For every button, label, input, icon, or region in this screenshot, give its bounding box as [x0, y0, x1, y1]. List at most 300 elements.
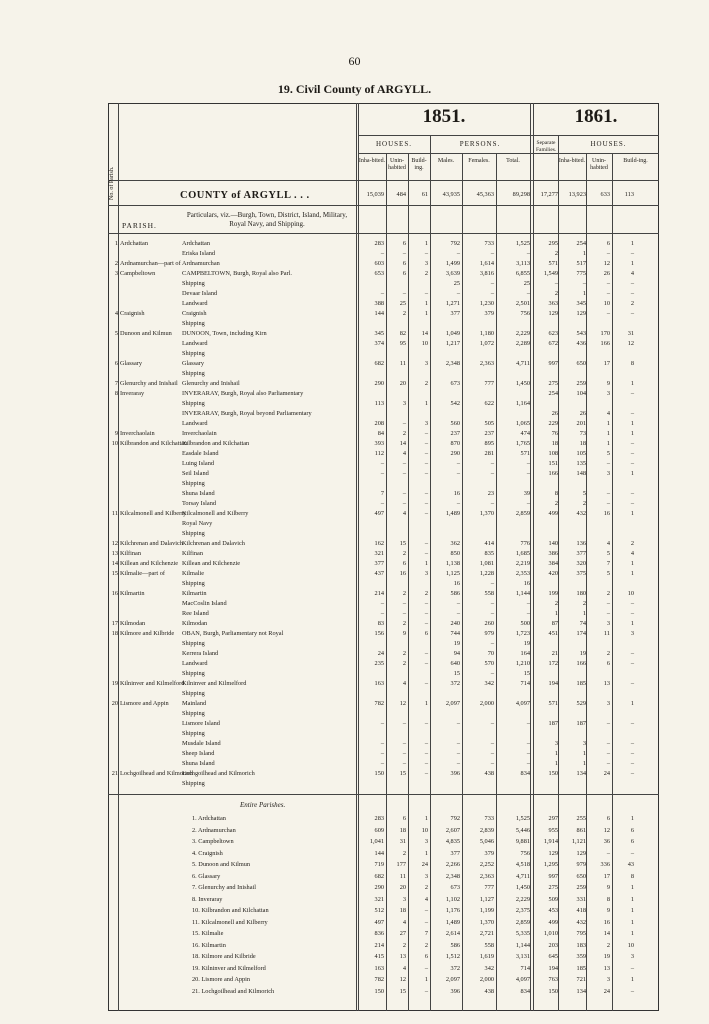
table-cell: 763: [548, 976, 558, 983]
table-cell: 2: [402, 941, 406, 949]
table-cell: –: [630, 290, 634, 297]
table-cell: 73: [579, 430, 586, 437]
table-cell: 275: [548, 884, 558, 891]
parish-number: 1: [114, 240, 118, 247]
table-cell: 1: [424, 400, 428, 407]
table-cell: 342: [484, 964, 494, 972]
table-row: [108, 740, 659, 748]
particulars: Killean and Kilchenzie: [182, 560, 241, 567]
table-cell: 7: [380, 490, 384, 497]
particulars: Landward: [182, 300, 208, 307]
table-cell: 438: [484, 770, 494, 777]
particulars: Shipping: [182, 370, 205, 377]
table-cell: 673: [450, 380, 460, 387]
table-cell: 2,363: [479, 360, 494, 367]
table-row: [108, 760, 659, 768]
table-cell: 16: [399, 570, 406, 577]
particulars: Shipping: [182, 280, 205, 287]
table-cell: 18: [399, 826, 406, 834]
table-cell: 166: [576, 660, 586, 667]
particulars: Shipping: [182, 530, 205, 537]
parish-number: 9: [114, 430, 118, 437]
particulars: Seil Island: [182, 470, 209, 477]
entire-parish-name: 8. Inveraray: [192, 895, 223, 903]
table-cell: 10: [421, 340, 428, 347]
table-cell: 719: [374, 861, 384, 868]
table-cell: 1: [630, 930, 634, 937]
table-cell: 1,614: [479, 260, 494, 267]
table-cell: –: [424, 987, 428, 995]
table-row: [108, 660, 659, 668]
table-cell: 281: [484, 450, 494, 457]
table-cell: –: [582, 280, 586, 287]
table-cell: –: [490, 720, 494, 727]
parish-name: Glassary: [120, 360, 143, 367]
table-cell: 3: [582, 740, 586, 747]
table-row: [108, 815, 659, 823]
table-row: [108, 420, 659, 428]
table-cell: –: [424, 290, 428, 297]
table-cell: 8: [630, 872, 634, 880]
table-cell: 2: [630, 300, 634, 307]
table-cell: 10: [627, 941, 634, 949]
table-cell: –: [490, 760, 494, 767]
table-cell: –: [606, 720, 610, 727]
table-cell: 777: [484, 380, 494, 387]
table-cell: 26: [579, 410, 586, 417]
table-cell: 45,363: [476, 191, 494, 198]
table-cell: 2: [402, 310, 406, 317]
table-row: [108, 850, 659, 858]
table-cell: 782: [374, 976, 384, 983]
table-cell: 10: [421, 826, 428, 834]
table-cell: 321: [374, 550, 384, 557]
table-row: [108, 640, 659, 648]
table-row: [108, 340, 659, 348]
table-cell: 744: [450, 630, 460, 637]
table-cell: –: [630, 440, 634, 447]
table-cell: –: [456, 290, 460, 297]
table-cell: –: [380, 610, 384, 617]
table-cell: 558: [484, 941, 494, 949]
parish-name: Lochgoilhead and Kilmorich: [120, 770, 193, 777]
table-cell: 453: [548, 907, 558, 914]
table-cell: 2,375: [515, 907, 530, 914]
table-cell: 2: [554, 250, 558, 257]
table-cell: 1,619: [479, 953, 494, 960]
table-cell: 9: [402, 630, 406, 637]
table-cell: 1,370: [479, 510, 494, 517]
table-cell: 290: [374, 884, 384, 891]
table-cell: 714: [520, 680, 530, 687]
table-cell: –: [606, 310, 610, 317]
particulars: INVERARAY, Burgh, Royal beyond Parliamentary: [182, 410, 312, 417]
table-cell: 15: [523, 670, 530, 677]
rule: [108, 233, 659, 234]
table-cell: 1: [582, 250, 586, 257]
table-cell: –: [424, 250, 428, 257]
table-cell: 6: [424, 630, 428, 637]
table-cell: 1: [630, 420, 634, 427]
table-cell: 386: [548, 550, 558, 557]
table-cell: 89,298: [512, 191, 530, 198]
particulars: Shuna Island: [182, 490, 215, 497]
table-cell: 345: [374, 330, 384, 337]
table-cell: 9: [606, 884, 610, 891]
particulars: Shipping: [182, 400, 205, 407]
table-cell: –: [490, 740, 494, 747]
particulars: Eriska Island: [182, 250, 216, 257]
particulars: Shipping: [182, 640, 205, 647]
table-cell: 185: [576, 680, 586, 687]
particulars: Royal Navy: [182, 520, 213, 527]
table-cell: –: [630, 410, 634, 417]
entire-parish-name: 21. Lochgoilhead and Kilmorich: [192, 987, 275, 995]
table-cell: 1: [630, 976, 634, 983]
parish-name: Ardnamurchan—part of: [120, 260, 181, 267]
table-cell: 2: [402, 590, 406, 597]
particulars: Kilcalmonell and Kilberry: [182, 510, 249, 517]
table-cell: 4,835: [445, 838, 460, 845]
table-cell: 321: [374, 895, 384, 903]
building-1861-header: Build-ing.: [623, 158, 648, 164]
table-cell: 1,370: [479, 918, 494, 926]
table-cell: 979: [484, 630, 494, 637]
table-row: [108, 907, 659, 915]
table-row: [108, 530, 659, 538]
table-cell: 19: [453, 640, 460, 647]
table-row: [108, 630, 659, 638]
table-cell: 297: [548, 815, 558, 822]
parish-number: 10: [111, 440, 118, 447]
parish-name: Lismore and Appin: [120, 700, 169, 707]
particulars: Shipping: [182, 580, 205, 587]
table-cell: 571: [520, 450, 530, 457]
table-row: [108, 600, 659, 608]
table-cell: 31: [627, 330, 634, 337]
table-cell: 136: [576, 540, 586, 547]
table-cell: 870: [450, 440, 460, 447]
table-cell: –: [526, 740, 530, 747]
table-cell: 24: [421, 861, 428, 868]
table-cell: 500: [520, 620, 530, 627]
parish-number: 16: [111, 590, 118, 597]
table-cell: –: [630, 600, 634, 607]
table-cell: 18: [579, 440, 586, 447]
table-row: [108, 480, 659, 488]
table-row: [108, 380, 659, 388]
table-cell: –: [630, 450, 634, 457]
table-cell: 672: [548, 340, 558, 347]
table-cell: 9: [606, 907, 610, 914]
table-cell: 570: [484, 660, 494, 667]
table-cell: 95: [399, 340, 406, 347]
entire-parish-name: 16. Kilmartin: [192, 941, 226, 949]
table-cell: –: [526, 760, 530, 767]
table-cell: 1: [630, 510, 634, 517]
table-cell: 14: [399, 440, 406, 447]
table-cell: 1: [424, 976, 428, 983]
table-cell: 834: [520, 770, 530, 777]
entire-parish-name: 19. Kilninver and Kilmelford: [192, 964, 266, 972]
table-cell: –: [606, 740, 610, 747]
table-cell: 517: [576, 260, 586, 267]
table-cell: 260: [484, 620, 494, 627]
table-cell: 1,199: [479, 907, 494, 914]
table-cell: 3,131: [515, 953, 530, 960]
table-cell: 1,499: [445, 260, 460, 267]
table-cell: –: [554, 280, 558, 287]
table-cell: 512: [374, 907, 384, 914]
table-row: [108, 550, 659, 558]
table-cell: –: [606, 750, 610, 757]
table-cell: –: [380, 600, 384, 607]
table-cell: 497: [374, 510, 384, 517]
particulars: Glassary: [182, 360, 205, 367]
particulars: Landward: [182, 660, 208, 667]
parish-number: 7: [114, 380, 118, 387]
table-cell: 1,102: [445, 895, 460, 903]
table-cell: 4: [402, 680, 406, 687]
table-cell: –: [630, 750, 634, 757]
table-cell: 2,501: [515, 300, 530, 307]
table-cell: 1,010: [543, 930, 558, 937]
table-cell: –: [490, 470, 494, 477]
table-cell: 1: [582, 760, 586, 767]
table-cell: 18: [551, 440, 558, 447]
table-cell: 208: [374, 420, 384, 427]
table-cell: 1: [582, 290, 586, 297]
table-cell: 396: [450, 987, 460, 995]
table-cell: –: [490, 290, 494, 297]
table-cell: 2: [606, 590, 610, 597]
table-cell: 432: [576, 918, 586, 926]
particulars: Luing Island: [182, 460, 215, 467]
table-cell: 4: [402, 510, 406, 517]
table-cell: 979: [576, 861, 586, 868]
entire-parish-name: 5. Dunoon and Kilmun: [192, 861, 251, 868]
table-cell: 377: [374, 560, 384, 567]
table-cell: –: [380, 460, 384, 467]
table-cell: 2: [424, 270, 428, 277]
table-cell: 895: [484, 440, 494, 447]
table-cell: 19: [579, 650, 586, 657]
particulars: Shipping: [182, 350, 205, 357]
table-row: [108, 570, 659, 578]
table-cell: 84: [377, 430, 384, 437]
table-cell: 254: [548, 390, 558, 397]
table-cell: 13: [603, 964, 610, 972]
table-row: [108, 280, 659, 288]
table-cell: 8: [630, 360, 634, 367]
table-cell: 5: [606, 450, 610, 457]
table-cell: –: [606, 600, 610, 607]
table-cell: 1: [630, 430, 634, 437]
table-cell: 8: [606, 895, 610, 903]
table-cell: 21: [551, 650, 558, 657]
table-cell: 129: [548, 310, 558, 317]
table-row: [108, 690, 659, 698]
entire-parish-name: 11. Kilcalmonell and Kilberry: [192, 918, 268, 926]
particulars: Ree Island: [182, 610, 209, 617]
table-cell: 377: [450, 310, 460, 317]
table-cell: –: [456, 740, 460, 747]
table-cell: 1,525: [515, 815, 530, 822]
table-cell: 1,512: [445, 953, 460, 960]
table-cell: 414: [484, 540, 494, 547]
table-cell: 108: [548, 450, 558, 457]
table-cell: –: [380, 740, 384, 747]
table-cell: 229: [548, 420, 558, 427]
table-cell: 290: [450, 450, 460, 457]
table-cell: 4,518: [515, 861, 530, 868]
table-cell: 2: [606, 650, 610, 657]
particulars: Landward: [182, 340, 208, 347]
table-cell: 3: [606, 390, 610, 397]
table-cell: 3: [424, 570, 428, 577]
table-cell: 12: [627, 340, 634, 347]
table-row: [108, 953, 659, 961]
table-cell: 4: [630, 270, 634, 277]
table-cell: 20: [399, 380, 406, 387]
parish-number: 19: [111, 680, 118, 687]
table-cell: –: [456, 500, 460, 507]
table-cell: 586: [450, 941, 460, 949]
table-row: [108, 430, 659, 438]
rule: [108, 794, 659, 795]
table-cell: 499: [548, 510, 558, 517]
parish-header: PARISH.: [122, 221, 157, 230]
table-cell: 82: [399, 330, 406, 337]
table-cell: 1: [630, 240, 634, 247]
table-cell: 393: [374, 440, 384, 447]
table-cell: 15,039: [366, 191, 384, 198]
table-cell: –: [606, 490, 610, 497]
table-cell: 955: [548, 826, 558, 834]
table-cell: –: [424, 918, 428, 926]
table-cell: –: [380, 290, 384, 297]
table-cell: 15: [399, 540, 406, 547]
entire-parish-name: 4. Craignish: [192, 849, 223, 857]
table-cell: –: [630, 390, 634, 397]
table-cell: 1,549: [543, 270, 558, 277]
table-row: [108, 450, 659, 458]
table-cell: –: [606, 280, 610, 287]
table-cell: –: [526, 610, 530, 617]
table-cell: 756: [520, 310, 530, 317]
table-cell: 384: [548, 560, 558, 567]
parish-number: 15: [111, 570, 118, 577]
table-cell: 166: [548, 470, 558, 477]
table-cell: 17: [603, 872, 610, 880]
table-cell: –: [402, 250, 406, 257]
table-cell: 10: [627, 590, 634, 597]
table-cell: –: [456, 750, 460, 757]
table-cell: –: [402, 600, 406, 607]
table-cell: 1,914: [543, 838, 558, 845]
particulars: Craignish: [182, 310, 207, 317]
table-cell: 3: [630, 953, 634, 960]
table-row: [108, 730, 659, 738]
table-cell: 2,289: [515, 340, 530, 347]
parish-name: Craignish: [120, 310, 145, 317]
table-cell: 5: [606, 570, 610, 577]
table-cell: 14: [421, 330, 428, 337]
table-cell: 1,125: [445, 570, 460, 577]
table-cell: 1: [630, 907, 634, 914]
table-cell: –: [630, 500, 634, 507]
entire-parish-name: 6. Glassary: [192, 872, 221, 880]
table-cell: 1,041: [369, 838, 384, 845]
table-cell: 2,353: [515, 570, 530, 577]
table-cell: 7: [606, 560, 610, 567]
table-cell: 432: [576, 510, 586, 517]
table-cell: 782: [374, 700, 384, 707]
table-cell: –: [402, 290, 406, 297]
table-cell: 775: [576, 270, 586, 277]
table-cell: 2: [630, 540, 634, 547]
table-cell: 5: [606, 550, 610, 557]
table-cell: 633: [600, 191, 610, 198]
table-cell: 1,217: [445, 340, 460, 347]
separate-families-header: Separate Families.: [536, 140, 557, 153]
table-cell: 2,097: [445, 700, 460, 707]
table-cell: 194: [548, 680, 558, 687]
table-cell: 1,072: [479, 340, 494, 347]
table-cell: 1: [606, 430, 610, 437]
table-cell: –: [456, 600, 460, 607]
table-cell: 733: [484, 815, 494, 822]
entire-parish-name: 20. Lismore and Appin: [192, 976, 251, 983]
parish-number: 3: [114, 270, 118, 277]
table-row: [108, 440, 659, 448]
table-cell: 415: [374, 953, 384, 960]
particulars: OBAN, Burgh, Parliamentary not Royal: [182, 630, 284, 637]
table-row: [108, 260, 659, 268]
particulars: Kerrera Island: [182, 650, 219, 657]
table-cell: 2: [554, 290, 558, 297]
table-cell: –: [630, 680, 634, 687]
table-cell: –: [380, 720, 384, 727]
table-cell: 17,277: [540, 191, 558, 198]
particulars: Shipping: [182, 320, 205, 327]
table-cell: 1,121: [571, 838, 586, 845]
table-cell: 1: [630, 570, 634, 577]
table-cell: 2,859: [515, 918, 530, 926]
parish-number: 8: [114, 390, 118, 397]
particulars: Landward: [182, 420, 208, 427]
table-cell: 290: [374, 380, 384, 387]
table-cell: 682: [374, 360, 384, 367]
table-cell: –: [630, 964, 634, 972]
table-cell: –: [380, 500, 384, 507]
table-cell: –: [606, 290, 610, 297]
table-cell: –: [402, 750, 406, 757]
table-row: [108, 540, 659, 548]
table-cell: 6: [402, 260, 406, 267]
table-cell: 5: [582, 490, 586, 497]
table-cell: 645: [548, 953, 558, 960]
table-cell: –: [606, 760, 610, 767]
table-cell: 6: [630, 826, 634, 834]
table-cell: 3: [606, 700, 610, 707]
table-cell: 129: [576, 849, 586, 857]
table-cell: 8: [554, 490, 558, 497]
particulars: Shipping: [182, 690, 205, 697]
county-totals-row: [108, 191, 659, 199]
table-cell: 94: [453, 650, 460, 657]
table-cell: 9: [606, 380, 610, 387]
